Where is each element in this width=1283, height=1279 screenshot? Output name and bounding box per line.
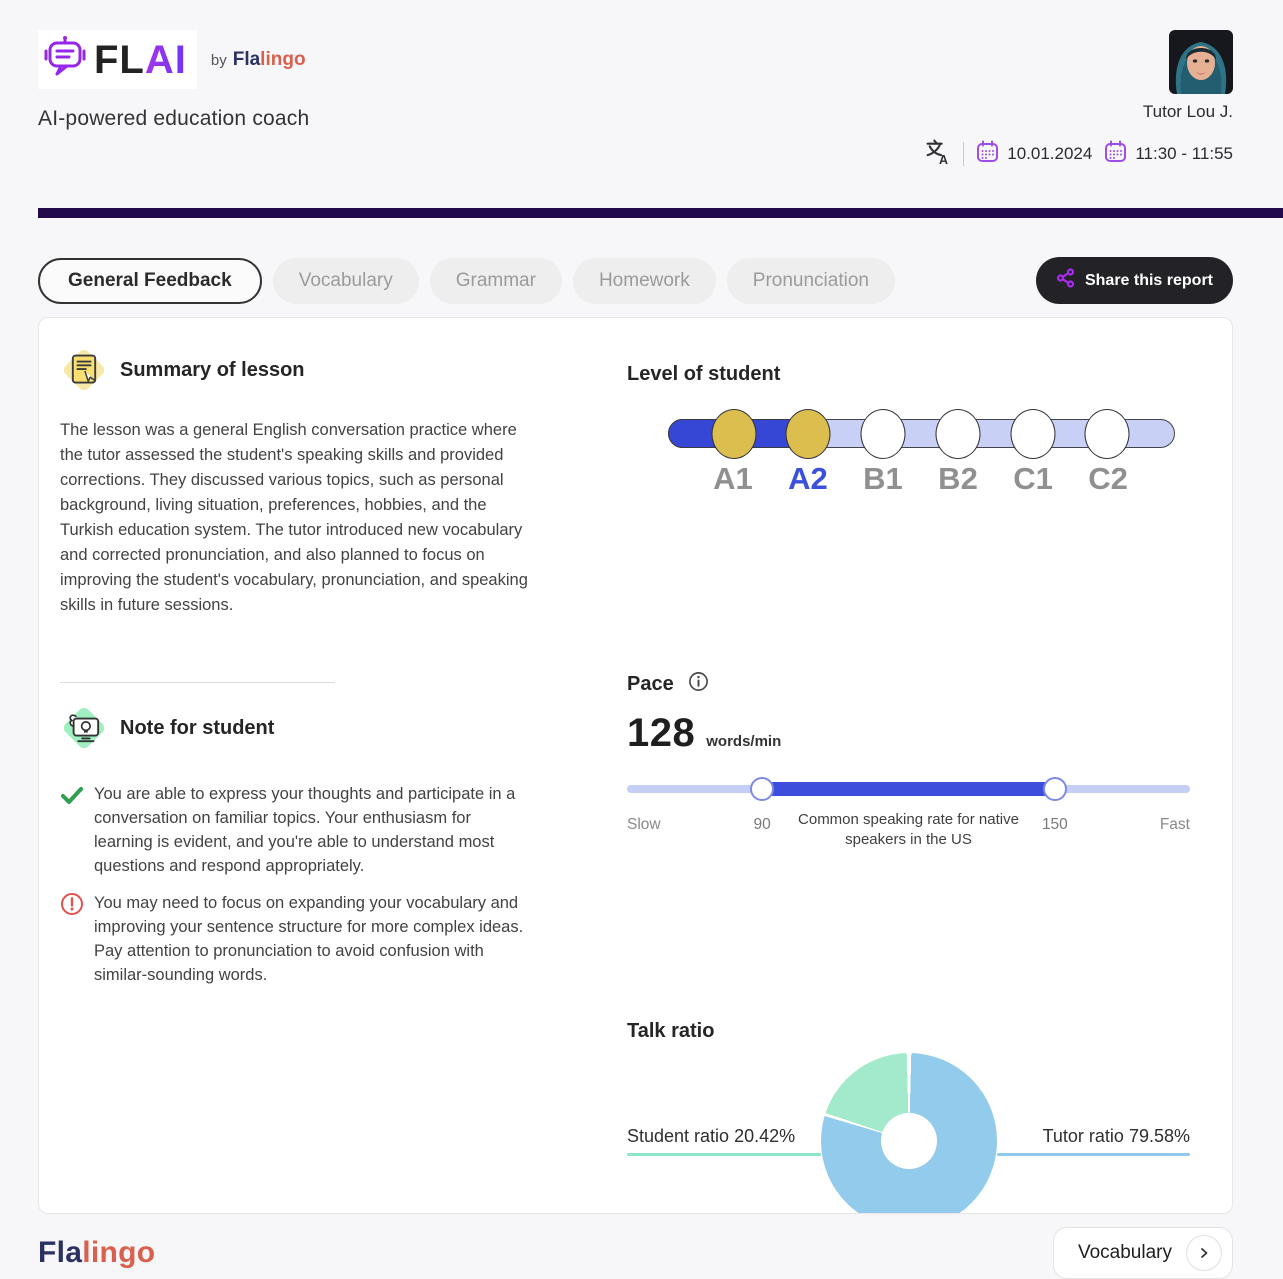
- robot-chat-icon: [42, 34, 88, 85]
- pace-labels: [627, 811, 1190, 860]
- note-item-improvement: [60, 891, 528, 987]
- tabs: [38, 257, 1233, 304]
- level-bead-c2: [1085, 409, 1130, 459]
- chevron-right-icon: [1186, 1235, 1222, 1271]
- talk-ratio-chart: [627, 1053, 1190, 1214]
- tutor-avatar: [1169, 30, 1233, 94]
- talk-ratio-donut: [821, 1053, 997, 1214]
- header: [0, 0, 1283, 170]
- talk-ratio-title: Talk ratio: [627, 1020, 715, 1042]
- tutor-ratio-callout: [997, 1126, 1191, 1156]
- pace-unit: words/min: [706, 733, 782, 750]
- note-improvement-text: You may need to focus on expanding your vocabulary and improving your sentence structure for more complex ideas. Pay attention to pronunciation to avoid confusion with similar-sounding words.: [94, 894, 524, 984]
- share-report-button[interactable]: Share this report: [1036, 257, 1233, 304]
- pace-value-row: [627, 711, 1190, 756]
- student-leader-line: [627, 1153, 821, 1156]
- level-title: Level of student: [627, 363, 781, 385]
- tab-general-feedback[interactable]: General Feedback: [38, 258, 262, 304]
- warning-icon: [60, 892, 84, 921]
- right-column: [528, 346, 1232, 1213]
- student-ratio-label: Student ratio 20.42%: [627, 1126, 796, 1146]
- tutor-name: Tutor Lou J.: [1142, 102, 1233, 121]
- level-label-a2: A2: [788, 461, 828, 496]
- lesson-date: 10.01.2024: [976, 140, 1092, 168]
- next-section-label: Vocabulary: [1077, 1242, 1172, 1263]
- lesson-document-icon: [60, 346, 108, 394]
- header-right: [924, 30, 1233, 170]
- level-label-a1: A1: [713, 461, 753, 496]
- level-label-b2: B2: [938, 461, 978, 496]
- summary-section-header: [60, 346, 528, 394]
- level-bead-c1: [1010, 409, 1055, 459]
- tab-pronunciation[interactable]: Pronunciation: [727, 258, 895, 304]
- level-bead-b1: [861, 409, 906, 459]
- tab-vocabulary[interactable]: Vocabulary: [273, 258, 419, 304]
- level-bead-a1: [711, 409, 756, 459]
- pace-header: [627, 671, 1190, 697]
- share-nodes-icon: [1056, 268, 1076, 293]
- level-labels: [668, 461, 1175, 501]
- left-column: [39, 346, 528, 1213]
- tab-homework[interactable]: Homework: [573, 258, 716, 304]
- monitor-idea-icon: [60, 704, 108, 752]
- check-icon: [60, 783, 84, 812]
- pace-handle-high[interactable]: [1043, 777, 1067, 801]
- lesson-time: 11:30 - 11:55: [1104, 140, 1233, 168]
- pace-max-label: Fast: [1159, 816, 1190, 833]
- next-section-button[interactable]: [1053, 1227, 1233, 1279]
- logo-row: [38, 30, 309, 89]
- note-section-header: [60, 704, 528, 752]
- level-label-c1: C1: [1013, 461, 1053, 496]
- pace-value: 128: [627, 711, 696, 755]
- tutor-leader-line: [997, 1153, 1191, 1156]
- footer: [0, 1214, 1283, 1279]
- lesson-meta: [924, 138, 1233, 170]
- level-label-b1: B1: [863, 461, 903, 496]
- pace-mark-high: 150: [1041, 816, 1068, 833]
- note-title: Note for student: [120, 716, 275, 739]
- tab-grammar[interactable]: Grammar: [430, 258, 562, 304]
- translate-icon[interactable]: [924, 138, 951, 170]
- flai-wordmark: FLAI: [94, 37, 187, 82]
- divider: [963, 142, 964, 166]
- level-bead-a2: [786, 409, 831, 459]
- pace-mark-low: 90: [753, 816, 771, 833]
- tutor-ratio-label: Tutor ratio 79.58%: [1042, 1126, 1190, 1146]
- section-divider: [60, 682, 335, 683]
- student-ratio-callout: [627, 1126, 821, 1156]
- svg-text:A: A: [939, 152, 949, 165]
- tab-list: [38, 258, 895, 304]
- accent-bar: [38, 208, 1283, 218]
- report-card: [38, 317, 1233, 1214]
- pace-slider: [627, 778, 1190, 800]
- pace-handle-low[interactable]: [750, 777, 774, 801]
- flai-logo: [38, 30, 197, 89]
- summary-text: The lesson was a general English conversation practice where the tutor assessed the student's speaking skills and provided corrections. They discussed various topics, such as personal background, living situation, preferences, hobbies, and the Turkish education system. The tutor introduced new vocabulary and corrected pronunciation, and also planned to focus on improving the student's vocabulary, pronunciation, and speaking skills in future sessions.: [60, 421, 528, 614]
- by-flalingo: by Flalingo: [210, 48, 306, 70]
- note-positive-text: You are able to express your thoughts and participate in a conversation on familiar topics. Your enthusiasm for learning is evident, and you're able to understand most questions and respond appropriately.: [94, 785, 516, 875]
- calendar-icon: [976, 140, 999, 168]
- pace-native-band: [762, 782, 1055, 796]
- level-track: [668, 419, 1175, 448]
- pace-title: Pace: [627, 672, 674, 695]
- page-subtitle: AI-powered education coach: [38, 107, 310, 130]
- flalingo-logo: Flalingo: [38, 1236, 156, 1269]
- level-bead-b2: [935, 409, 980, 459]
- info-icon[interactable]: [688, 671, 709, 697]
- pace-min-label: Slow: [627, 816, 661, 833]
- summary-title: Summary of lesson: [120, 358, 305, 381]
- note-item-positive: [60, 782, 528, 878]
- header-left: [38, 30, 309, 170]
- level-label-c2: C2: [1088, 461, 1128, 496]
- pace-note: Common speaking rate for native speakers in the US: [798, 811, 1019, 848]
- calendar-icon: [1104, 140, 1127, 168]
